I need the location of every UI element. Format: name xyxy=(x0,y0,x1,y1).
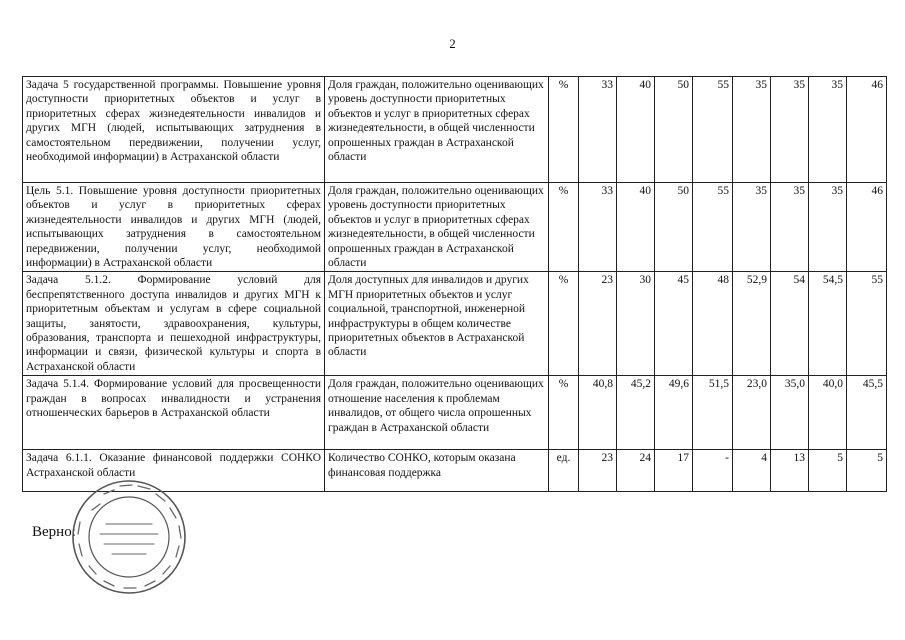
indicators-table xyxy=(22,76,887,492)
task-cell: Цель 5.1. Повышение уровня доступности приоритетных объектов и услуг в приоритетных сферах жизнедеятельности инвалидов и других МГН (людей, испытывающих затруднения в самостоятельном передвижении, получении услуг, необходимой информации) в Астраханской области xyxy=(23,183,325,272)
value-cell: 48 xyxy=(693,272,733,376)
value-cell: 40 xyxy=(617,77,655,183)
value-cell: 52,9 xyxy=(733,272,771,376)
value-cell: 35 xyxy=(771,183,809,272)
value-cell: 23 xyxy=(579,272,617,376)
value-cell: 17 xyxy=(655,450,693,492)
value-cell: 35,0 xyxy=(771,376,809,450)
unit-cell: % xyxy=(549,272,579,376)
indicator-cell: Доля доступных для инвалидов и других МГН приоритетных объектов и услуг социальной, транспортной, инженерной инфраструктуры в общем количестве приоритетных объектов в Астраханской области xyxy=(325,272,549,376)
value-cell: 54 xyxy=(771,272,809,376)
indicator-cell: Доля граждан, положительно оценивающих уровень доступности приоритетных объектов и услуг в приоритетных сферах жизнедеятельности, в общей численности опрошенных граждан в Астраханской области xyxy=(325,77,549,183)
table-row xyxy=(23,376,887,450)
table-row xyxy=(23,272,887,376)
task-cell: Задача 6.1.1. Оказание финансовой поддержки СОНКО Астраханской области xyxy=(23,450,325,492)
value-cell: 30 xyxy=(617,272,655,376)
value-cell: 45,2 xyxy=(617,376,655,450)
indicator-cell: Доля граждан, положительно оценивающих уровень доступности приоритетных объектов и услуг в приоритетных сферах жизнедеятельности, в общей численности опрошенных граждан в Астраханской области xyxy=(325,183,549,272)
task-cell: Задача 5 государственной программы. Повышение уровня доступности приоритетных объектов и услуг в приоритетных сферах жизнедеятельности инвалидов и других МГН (людей, испытывающих затруднения в самостоятельном передвижении, получении услуг, необходимой информации) в Астраханской области xyxy=(23,77,325,183)
table-body xyxy=(23,77,887,492)
value-cell: 54,5 xyxy=(809,272,847,376)
value-cell: 23,0 xyxy=(733,376,771,450)
value-cell: 13 xyxy=(771,450,809,492)
value-cell: 35 xyxy=(809,183,847,272)
value-cell: 55 xyxy=(693,183,733,272)
value-cell: 40,0 xyxy=(809,376,847,450)
value-cell: 51,5 xyxy=(693,376,733,450)
task-cell: Задача 5.1.4. Формирование условий для просвещенности граждан в вопросах инвалидности и устранения отношенческих барьеров в Астраханской области xyxy=(23,376,325,450)
value-cell: 35 xyxy=(733,183,771,272)
unit-cell: % xyxy=(549,77,579,183)
value-cell: 40 xyxy=(617,183,655,272)
unit-cell: ед. xyxy=(549,450,579,492)
seal-stamp-icon xyxy=(70,478,188,596)
value-cell: 23 xyxy=(579,450,617,492)
value-cell: 40,8 xyxy=(579,376,617,450)
value-cell: 45,5 xyxy=(847,376,887,450)
value-cell: 55 xyxy=(693,77,733,183)
value-cell: 45 xyxy=(655,272,693,376)
page-number: 2 xyxy=(449,36,456,51)
value-cell: 50 xyxy=(655,77,693,183)
table-row xyxy=(23,183,887,272)
value-cell: 24 xyxy=(617,450,655,492)
unit-cell: % xyxy=(549,376,579,450)
value-cell: 33 xyxy=(579,77,617,183)
task-cell: Задача 5.1.2. Формирование условий для беспрепятственного доступа инвалидов и других МГН к приоритетным объектам и услугам в сфере социальной защиты, занятости, здравоохранения, культуры, образования, транспорта и пешеходной инфраструктуры, информации и связи, физической культуры и спорта в Астраханской области xyxy=(23,272,325,376)
certification-area xyxy=(30,478,290,598)
value-cell: 5 xyxy=(809,450,847,492)
value-cell: 50 xyxy=(655,183,693,272)
value-cell: 35 xyxy=(771,77,809,183)
value-cell: 46 xyxy=(847,77,887,183)
value-cell: 35 xyxy=(733,77,771,183)
value-cell: 35 xyxy=(809,77,847,183)
indicator-cell: Количество СОНКО, которым оказана финансовая поддержка xyxy=(325,450,549,492)
value-cell: 46 xyxy=(847,183,887,272)
value-cell: 33 xyxy=(579,183,617,272)
table-row xyxy=(23,77,887,183)
value-cell: 55 xyxy=(847,272,887,376)
verno-label: Верно: xyxy=(32,524,76,540)
value-cell: 4 xyxy=(733,450,771,492)
value-cell: 49,6 xyxy=(655,376,693,450)
value-cell: 5 xyxy=(847,450,887,492)
unit-cell: % xyxy=(549,183,579,272)
value-cell: - xyxy=(693,450,733,492)
indicator-cell: Доля граждан, положительно оценивающих отношение населения к проблемам инвалидов, от общего числа опрошенных граждан в Астраханской области xyxy=(325,376,549,450)
